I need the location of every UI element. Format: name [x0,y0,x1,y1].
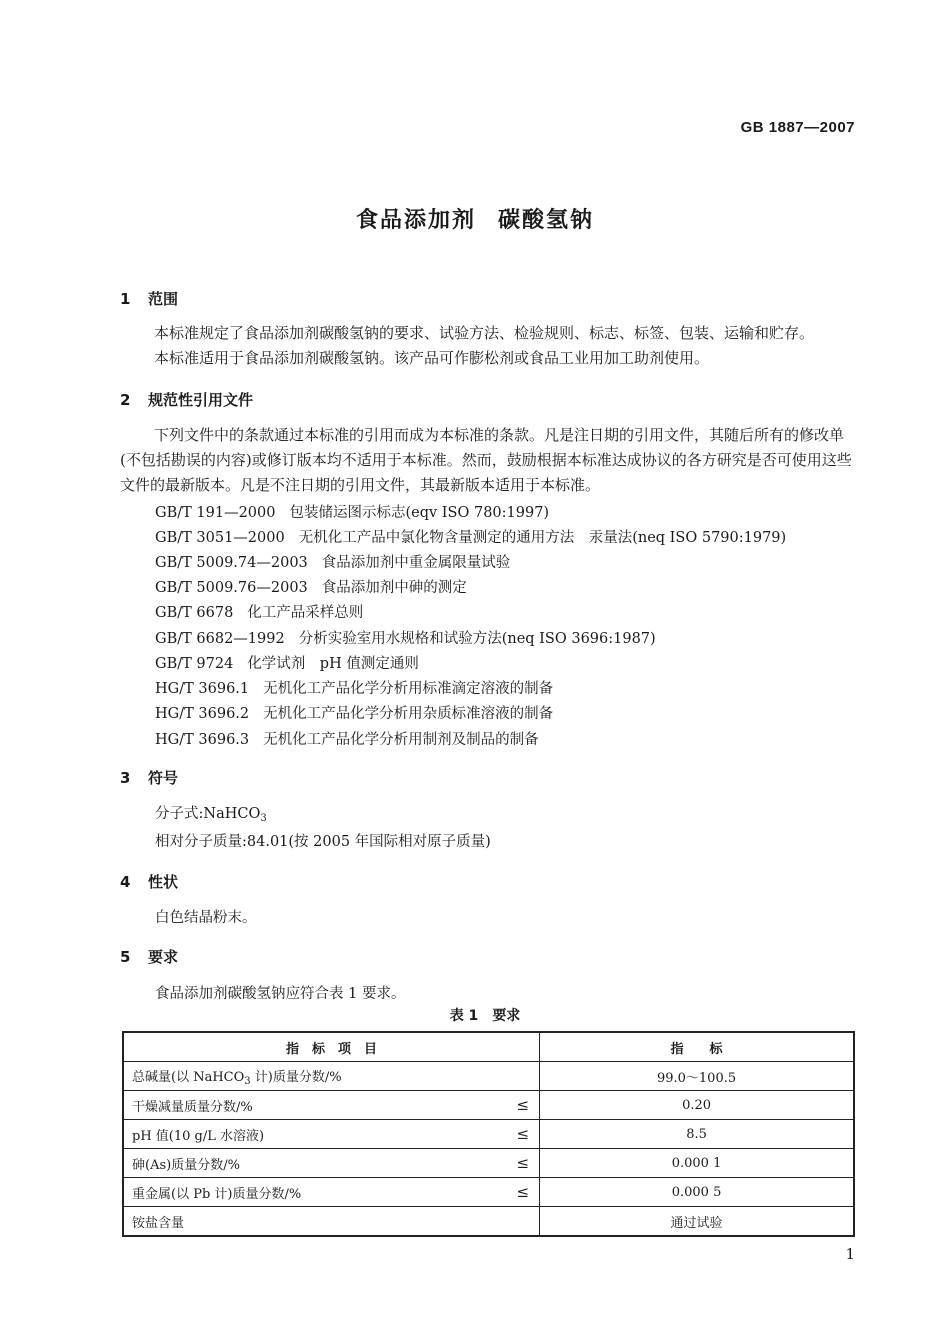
reference-name: 化学试剂 pH 值测定通则 [247,656,419,672]
table-row [123,1091,854,1120]
le-symbol: ≤ [516,1125,530,1143]
value-cell: 0.000 5 [540,1178,854,1207]
item-cell [123,1091,540,1120]
reference-name: 化工产品采样总则 [247,605,364,621]
value-cell: 0.20 [540,1091,854,1120]
item-cell [123,1178,540,1207]
standard-code: GB 1887—2007 [740,119,855,136]
table-header-row [123,1032,854,1062]
table-caption [0,1005,950,1025]
item-text: 总碱量(以 NaHCO [132,1069,245,1085]
reference-code: GB/T 191—2000 [155,505,276,521]
section-title: 范围 [148,290,179,308]
section-number: 4 [120,873,131,891]
reference-name: 无机化工产品化学分析用杂质标准溶液的制备 [263,706,554,722]
reference-item [155,677,553,698]
section-number: 2 [120,391,131,409]
scope-paragraph-2: 本标准适用于食品添加剂碳酸氢钠。该产品可作膨松剂或食品工业用加工助剂使用。 [154,349,710,367]
section-5-heading [120,946,178,967]
table-title: 要求 [492,1008,521,1024]
section-2-heading [120,389,253,410]
page-number: 1 [845,1245,855,1263]
le-symbol: ≤ [516,1183,530,1201]
reference-code: GB/T 6682—1992 [155,631,285,647]
value-cell: 99.0～100.5 [540,1062,854,1091]
le-symbol: ≤ [516,1154,530,1172]
section-number: 5 [120,948,131,966]
reference-name: 无机化工产品中氯化物含量测定的通用方法 汞量法(neq ISO 5790:1979) [298,530,787,546]
section-number: 3 [120,769,131,787]
reference-item [155,526,786,547]
formula-main: NaHCO [203,806,261,822]
section-1-heading [120,288,178,309]
header-item: 指 标 项 目 [123,1032,540,1062]
table-row [123,1178,854,1207]
reference-item [155,652,419,673]
header-value: 指 标 [540,1032,854,1062]
item-cell [123,1062,540,1091]
reference-name: 包装储运图示标志(eqv ISO 780:1997) [289,505,550,521]
reference-code: HG/T 3696.1 [155,681,250,697]
section-title: 要求 [148,948,179,966]
molecular-formula [155,802,267,824]
reference-item [155,551,510,572]
section-3-heading [120,767,178,788]
formula-subscript: 3 [260,813,267,824]
section-title: 符号 [148,769,179,787]
reference-code: HG/T 3696.3 [155,732,250,748]
reference-item [155,728,539,749]
molecular-mass: 相对分子质量:84.01(按 2005 年国际相对原子质量) [155,834,491,850]
table-number: 表 1 [449,1008,479,1024]
le-symbol: ≤ [516,1096,530,1114]
reference-code: GB/T 3051—2000 [155,530,285,546]
table-row [123,1062,854,1091]
formula-label: 分子式: [155,806,204,822]
table-row [123,1120,854,1149]
item-subscript: 3 [244,1075,251,1087]
table-row [123,1149,854,1178]
reference-name: 无机化工产品化学分析用制剂及制品的制备 [263,732,539,748]
reference-code: GB/T 5009.76—2003 [155,580,308,596]
title-part2: 碳酸氢钠 [498,208,595,233]
value-cell: 通过试验 [540,1207,854,1237]
item-text: pH 值(10 g/L 水溶液) [132,1128,265,1144]
reference-item [155,601,363,622]
document-title [0,203,950,234]
title-part1: 食品添加剂 [355,208,476,233]
reference-code: HG/T 3696.2 [155,706,250,722]
reference-item [155,501,549,522]
reference-name: 分析实验室用水规格和试验方法(neq ISO 3696:1987) [298,631,656,647]
item-text: 重金属(以 Pb 计)质量分数/% [132,1186,302,1202]
item-cell [123,1120,540,1149]
value-cell: 0.000 1 [540,1149,854,1178]
reference-code: GB/T 9724 [155,656,234,672]
item-cell [123,1207,540,1237]
reference-name: 无机化工产品化学分析用标准滴定溶液的制备 [263,681,554,697]
scope-paragraph-1: 本标准规定了食品添加剂碳酸氢钠的要求、试验方法、检验规则、标志、标签、包装、运输和贮存。 [154,324,815,342]
properties-text: 白色结晶粉末。 [155,910,257,926]
section-number: 1 [120,290,131,308]
reference-item [155,702,553,723]
references-intro: 下列文件中的条款通过本标准的引用而成为本标准的条款。凡是注日期的引用文件，其随后所有的修改单(不包括勘误的内容)或修订版本均不适用于本标准。然而，鼓励根据本标准达成协议的各方研究是否可使用这些文件的最新版本。凡是不注日期的引用文件，其最新版本适用于本标准。 [120,426,852,494]
item-text: 砷(As)质量分数/% [132,1157,240,1173]
value-cell: 8.5 [540,1120,854,1149]
requirements-text: 食品添加剂碳酸氢钠应符合表 1 要求。 [155,986,406,1002]
table-row [123,1207,854,1237]
section-title: 性状 [148,873,179,891]
section-4-heading [120,871,178,892]
section-title: 规范性引用文件 [148,391,254,409]
reference-name: 食品添加剂中重金属限量试验 [321,555,511,571]
reference-code: GB/T 5009.74—2003 [155,555,308,571]
reference-item [155,576,467,597]
requirements-table [122,1031,855,1237]
item-text: 铵盐含量 [132,1215,185,1231]
item-text: 干燥减量质量分数/% [132,1099,253,1115]
reference-item [155,627,656,648]
item-cell [123,1149,540,1178]
item-text-suffix: 计)质量分数/% [250,1069,342,1085]
reference-code: GB/T 6678 [155,605,234,621]
reference-name: 食品添加剂中砷的测定 [321,580,467,596]
